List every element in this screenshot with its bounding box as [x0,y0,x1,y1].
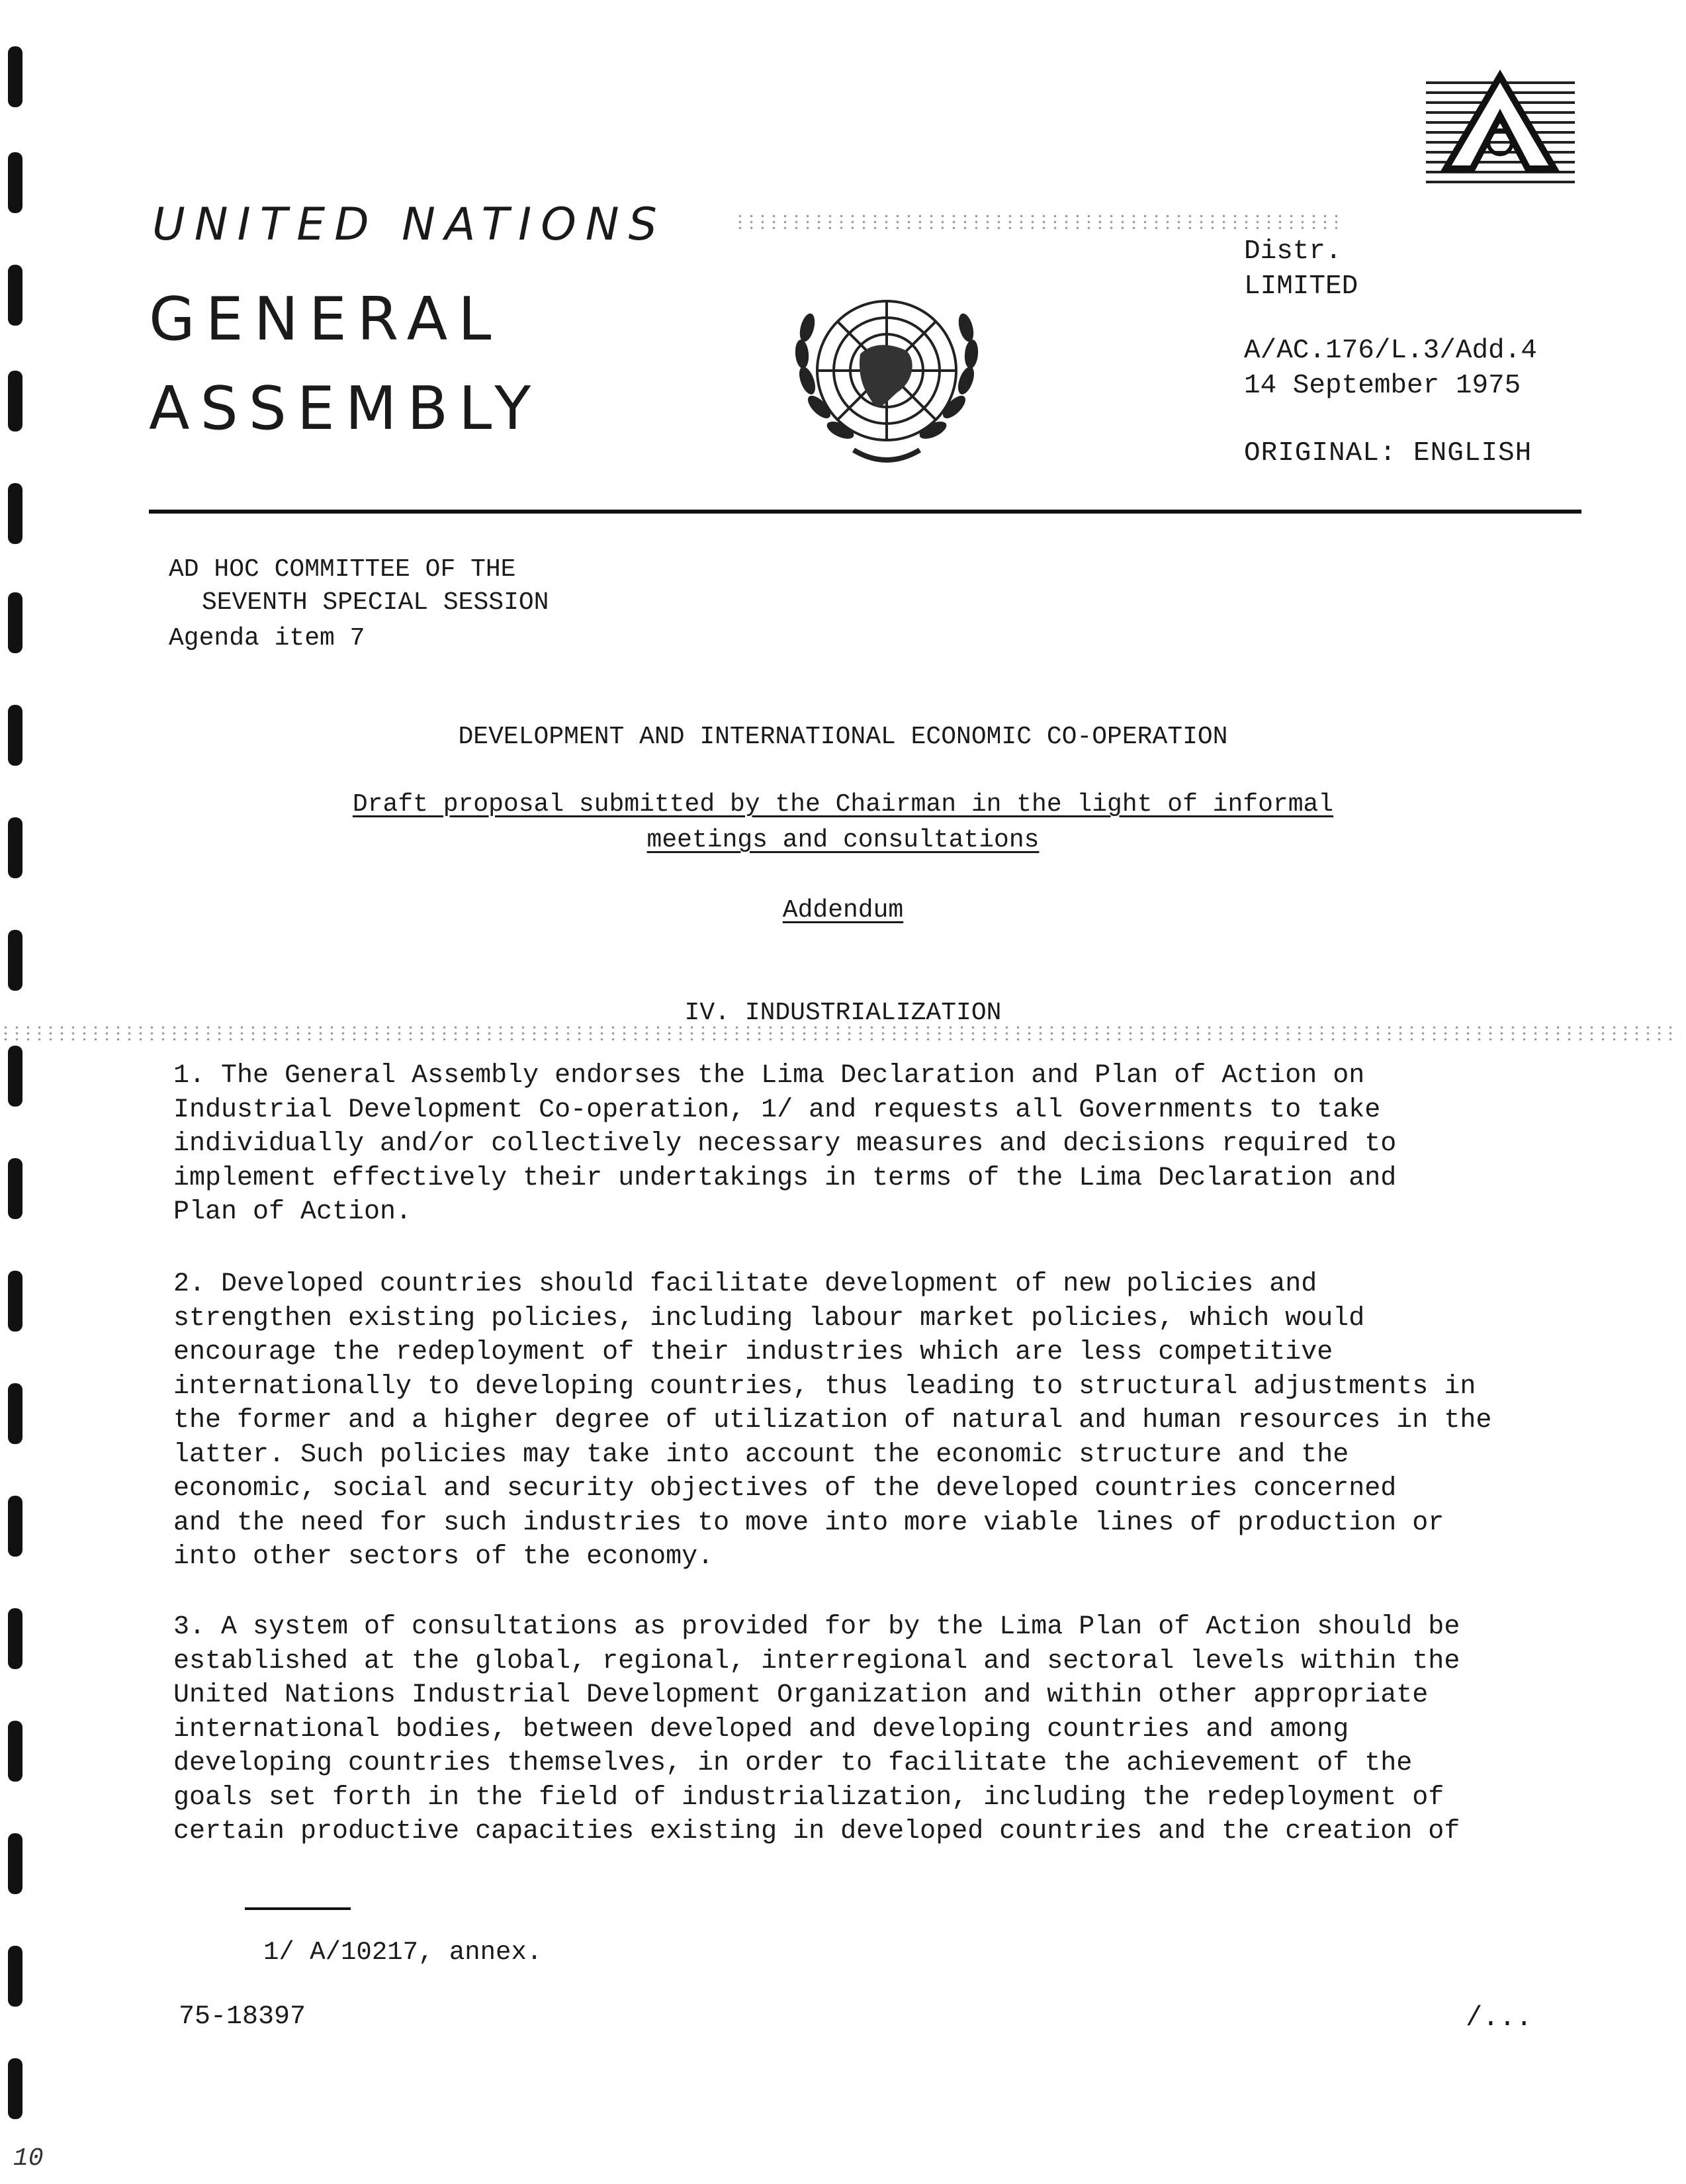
paragraph-2 [173,1267,1589,1574]
original-language: ORIGINAL: ENGLISH [1244,438,1532,469]
binding-hole [8,592,22,653]
section-heading: IV. INDUSTRIALIZATION [684,999,1002,1027]
addendum-heading: Addendum [782,896,904,925]
paragraph-line: and the need for such industries to move into more viable lines of production or [173,1508,1444,1538]
binding-hole [8,152,22,213]
header-rule [149,510,1581,514]
paragraph-line: Plan of Action. [173,1197,412,1227]
paragraph-line: 2. Developed countries should facilitate development of new policies and [173,1269,1317,1299]
document-symbol: A/AC.176/L.3/Add.4 [1244,336,1537,366]
binding-hole [8,265,22,326]
binding-hole [8,1833,22,1894]
binding-hole [8,371,22,432]
footnote: 1/ A/10217, annex. [263,1938,543,1967]
document-title: DEVELOPMENT AND INTERNATIONAL ECONOMIC CO-OPERATION [458,723,1228,751]
paragraph-line: certain productive capacities existing in developed countries and the creation of [173,1817,1460,1846]
binding-hole [8,1721,22,1782]
paragraph-line: individually and/or collectively necessary measures and decisions required to [173,1129,1397,1159]
binding-hole [8,483,22,544]
binding-hole [8,1946,22,2007]
binding-hole [8,1271,22,1332]
organization-name: UNITED NATIONS [152,199,666,251]
paragraph-line: goals set forth in the field of industrialization, including the redeployment of [173,1782,1444,1813]
committee-name-line2: SEVENTH SPECIAL SESSION [202,588,549,617]
binding-hole [8,1158,22,1219]
paragraph-line: implement effectively their undertakings in terms of the Lima Declaration and [173,1163,1397,1193]
paragraph-3 [173,1610,1589,1849]
organ-name-line1: GENERAL [149,285,502,354]
paragraph-line: international bodies, between developed and developing countries and among [173,1714,1349,1745]
paragraph-line: economic, social and security objectives of the developed countries concerned [173,1474,1397,1504]
footnote-rule [245,1907,351,1910]
organ-name-line2: ASSEMBLY [149,374,542,443]
paragraph-line: developing countries themselves, in order to facilitate the achievement of the [173,1749,1413,1778]
distribution-level: LIMITED [1244,271,1358,302]
un-emblem-icon [781,281,993,480]
paragraph-line: established at the global, regional, interregional and sectoral levels within the [173,1646,1460,1676]
binding-hole [8,1608,22,1669]
paragraph-1 [173,1059,1589,1230]
page-mark: 10 [13,2144,44,2173]
subtitle-line2-wrap [0,823,1686,858]
addendum-wrap [0,893,1686,928]
binding-hole [8,2058,22,2119]
binding-hole [8,1496,22,1557]
paragraph-line: strengthen existing policies, including labour market policies, which would [173,1303,1365,1334]
binding-hole [8,1046,22,1107]
archive-logo-icon [1426,63,1575,185]
binding-hole [8,930,22,991]
paragraph-line: Industrial Development Co-operation, 1/ and requests all Governments to take [173,1095,1381,1125]
paragraph-line: 3. A system of consultations as provided for by the Lima Plan of Action should be [173,1612,1460,1642]
document-subtitle-line2: meetings and consultations [646,826,1040,854]
agenda-item: Agenda item 7 [169,624,365,653]
paragraph-line: 1. The General Assembly endorses the Lima Declaration and Plan of Action on [173,1061,1365,1091]
subtitle-line1-wrap [0,788,1686,822]
scan-noise [734,213,1343,229]
document-number: 75-18397 [179,2002,306,2032]
paragraph-line: latter. Such policies may take into account the economic structure and the [173,1439,1349,1470]
committee-name-line1: AD HOC COMMITTEE OF THE [169,555,516,584]
binding-hole [8,46,22,107]
paragraph-line: United Nations Industrial Development Organization and within other appropriate [173,1680,1429,1710]
paragraph-line: into other sectors of the economy. [173,1542,714,1572]
document-subtitle-line1: Draft proposal submitted by the Chairman in the light of informal [352,790,1334,819]
paragraph-line: encourage the redeployment of their industries which are less competitive [173,1338,1333,1367]
paragraph-line: the former and a higher degree of utilization of natural and human resources in the [173,1406,1492,1435]
continuation-mark: /... [1466,2002,1532,2034]
binding-hole [8,1383,22,1444]
distribution-label: Distr. [1244,236,1342,267]
document-date: 14 September 1975 [1244,371,1521,401]
paragraph-line: internationally to developing countries, thus leading to structural adjustments in [173,1371,1476,1402]
